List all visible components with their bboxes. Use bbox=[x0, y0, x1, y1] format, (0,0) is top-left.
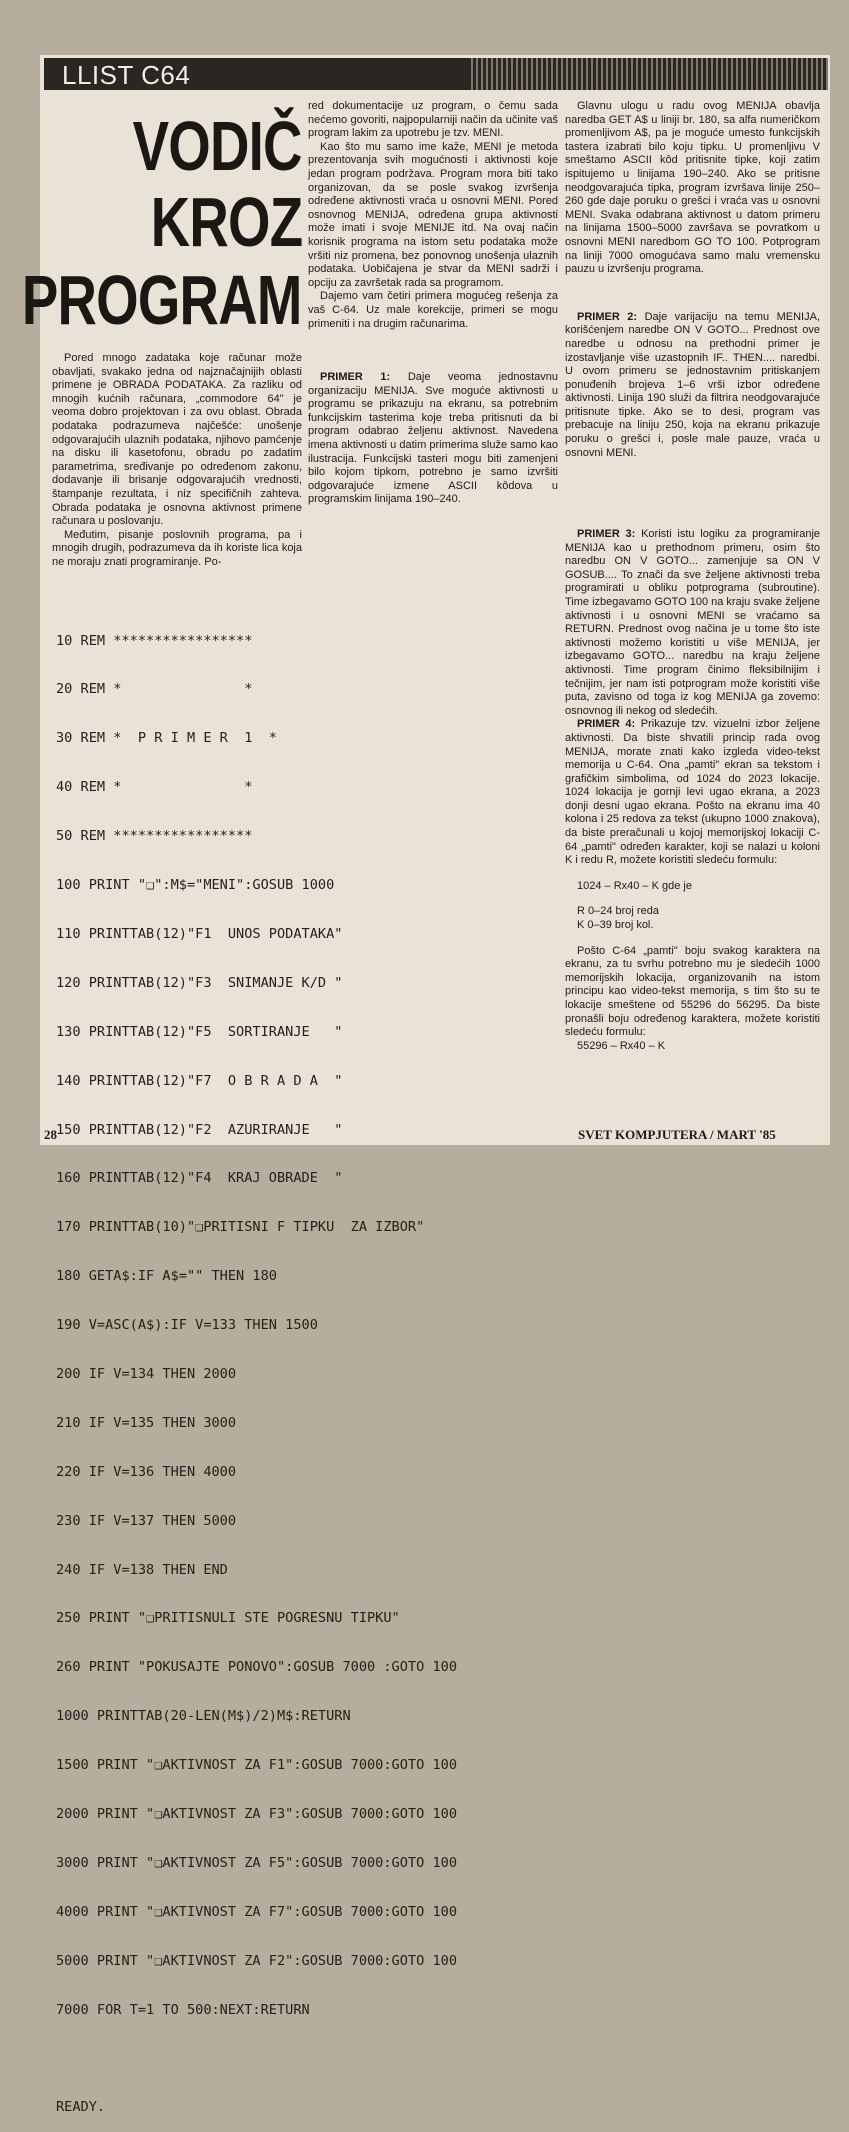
primer-1-label: PRIMER 1: bbox=[320, 371, 391, 384]
column-1 bbox=[52, 352, 302, 570]
listing-line: 230 IF V=137 THEN 5000 bbox=[56, 1512, 237, 1529]
formula-2: R 0–24 broj reda bbox=[577, 905, 659, 918]
listing-line: 150 PRINTTAB(12)"F2 AZURIRANJE " bbox=[56, 1121, 343, 1138]
listing-line: 40 REM * * bbox=[56, 779, 253, 796]
col3-paragraph-4 bbox=[565, 718, 820, 868]
listing-line: 140 PRINTTAB(12)"F7 O B R A D A " bbox=[56, 1072, 343, 1089]
primer-2-text: Daje varijaciju na temu MENIJA, korišćenjem naredbe ON V GOTO... Prednost ove naredbe u odnosu na prethodni primer je izostavljanje više uzastopnih IF.. THEN.... naredbi. U ovom primeru se jednostavnim pritiskanjem ponuđenih brojeva 1–6 vrši izbor određene aktivnosti. Linija 190 služi da filtrira neodgovarajuće pritisnute tipke. Ako se to desi, program vas prebacuje na liniju 250, koja na ekranu prikazuje poruku o grešci i, posle male pauze, vraća u osnovni MENI. bbox=[565, 310, 821, 459]
col3-paragraph-1: Glavnu ulogu u radu ovog MENIJA obavlja naredba GET A$ u liniji br. 180, sa alfa numeričkom promenljivom A$, pa je moguće umesto funkcijskih tastera izabrati bilo koju tipku. U promenljivu V smeštamo ASCII kôd pritisnite tipke, koji zatim ispitujemo u linijama 190–240. Ako se pritisne neodgovarajuća tipka, program izvršava linije 250–260 gde daje poruku o grešci i vraća vas u osnovni MENI. Svaka odabrana aktivnost u datom primeru na linijama 1500–5000 završava se povratkom u osnovni MENI naredbom GO TO 100. Potprogram na liniji 7000 omogućava samo malu vremensku pauzu u izvršenju programa. bbox=[565, 100, 820, 276]
basic-listing bbox=[56, 600, 566, 2132]
listing-line: 20 REM * * bbox=[56, 681, 253, 698]
listing-line: 1000 PRINTTAB(20-LEN(M$)/2)M$:RETURN bbox=[56, 1708, 351, 1725]
listing-line: 260 PRINT "POKUSAJTE PONOVO":GOSUB 7000 :GOTO 100 bbox=[56, 1659, 458, 1676]
spacer bbox=[565, 277, 820, 311]
column-3-bottom bbox=[565, 528, 820, 1053]
listing-line: 100 PRINT "❑":M$="MENI":GOSUB 1000 bbox=[56, 877, 335, 894]
listing-line: 220 IF V=136 THEN 4000 bbox=[56, 1463, 237, 1480]
listing-line: 4000 PRINT "❑AKTIVNOST ZA F7":GOSUB 7000:GOTO 100 bbox=[56, 1903, 458, 1920]
listing-line: 250 PRINT "❑PRITISNULI STE POGRESNU TIPKU" bbox=[56, 1610, 400, 1627]
listing-line: 30 REM * P R I M E R 1 * bbox=[56, 730, 277, 747]
listing-line: 180 GETA$:IF A$="" THEN 180 bbox=[56, 1268, 277, 1285]
spacer bbox=[565, 933, 820, 945]
listing-line: 1500 PRINT "❑AKTIVNOST ZA F1":GOSUB 7000:GOTO 100 bbox=[56, 1757, 458, 1774]
listing-line: 50 REM ***************** bbox=[56, 828, 253, 845]
listing-line: 120 PRINTTAB(12)"F3 SNIMANJE K/D " bbox=[56, 974, 343, 991]
page-number: 28 bbox=[44, 1127, 57, 1142]
formula-3: K 0–39 broj kol. bbox=[577, 919, 654, 932]
listing-ready: READY. bbox=[56, 2099, 106, 2116]
section-header bbox=[44, 58, 828, 90]
col2-paragraph-1: red dokumentacije uz program, o čemu sada nećemo govoriti, najpopularniji način da učinite vaš program lakim za upotrebu je tzv. MENI. bbox=[308, 100, 558, 140]
listing-line: 190 V=ASC(A$):IF V=133 THEN 1500 bbox=[56, 1317, 318, 1334]
primer-3-label: PRIMER 3: bbox=[577, 528, 636, 540]
listing-line: 240 IF V=138 THEN END bbox=[56, 1561, 228, 1578]
formula-4: 55296 – Rx40 – K bbox=[577, 1039, 666, 1052]
primer-1-text: Daje veoma jednostavnu organizaciju MENIJA. Sve moguće aktivnosti u programu se prikazuju na ekranu, sa potrebnim funkcijskim tasterima koje treba pritisnuti da bi program odabrao željenu aktivnost. Navedena imena aktivnosti u datim primerima služe samo kao ilustracija. Funkcijski tasteri mogu biti zamenjeni bilo kojom tipkom, potrebno je samo izvršiti odgovarajuće izmene ASCII kôdova u programskim linijama 190–240. bbox=[308, 371, 559, 506]
magazine-footer: SVET KOMPJUTERA / MART '85 bbox=[578, 1127, 776, 1142]
section-title: LLIST C64 bbox=[62, 60, 191, 90]
listing-line: 2000 PRINT "❑AKTIVNOST ZA F3":GOSUB 7000:GOTO 100 bbox=[56, 1805, 458, 1822]
col3-paragraph-5: Pošto C-64 „pamti" boju svakog karaktera na ekranu, za tu svrhu potrebno mu je sledećih 1000 memorijskih lokacija, organizovanih na istom principu kao video-tekst memorija, s tim što su te lokacije smeštene od 55296 do 56295. Da biste pronašli boju određenog karaktera, možete koristiti sledeću formulu: bbox=[565, 944, 820, 1039]
primer-4-text: Prikazuje tzv. vizuelni izbor željene aktivnosti. Da biste shvatili princip rada ovog MENIJA, morate znati kako izgleda video-tekst memorija u C-64. Ona „pamti" ekran sa tekstom i grafičkim simbolima, od 1024 do 2023 lokacije. 1024 lokacija je gornji levi ugao ekrana, a 2023 donji desni ugao ekrana. Pošto na ekranu ima 40 kolona i 25 redova za tekst (ukupno 1000 znakova), da biste preračunali u kojoj memorijskoj lokaciji C-64 „pamti" određen karakter, koji se nalazi u koloni K i redu R, možete koristiti sledeću formulu: bbox=[565, 718, 821, 867]
listing-line: 130 PRINTTAB(12)"F5 SORTIRANJE " bbox=[56, 1023, 343, 1040]
col2-paragraph-2: Kao što mu samo ime kaže, MENI je metoda prezentovanja svih mogućnosti i aktivnosti koje jedan program podržava. Program mora biti tako organizovan, da se posle svakog izvršenja određene aktivnosti vraća u osnovni MENI. Pored osnovnog MENIJA, određena grupa aktivnosti može imati i svoje MENIJE itd. Na ovaj način korisnik programa na istom setu podataka može vršiti niz promena, bez ponovnog unošenja ulaznih podataka. Uobičajena je stvar da MENI sadrži i opciju za završetak rada sa programom. bbox=[308, 140, 558, 289]
column-2 bbox=[308, 100, 558, 507]
listing-line: 3000 PRINT "❑AKTIVNOST ZA F5":GOSUB 7000:GOTO 100 bbox=[56, 1854, 458, 1871]
listing-line: 10 REM ***************** bbox=[56, 632, 253, 649]
col3-paragraph-2 bbox=[565, 311, 820, 461]
formula-1: 1024 – Rx40 – K gde je bbox=[577, 879, 692, 892]
listing-line bbox=[56, 2050, 566, 2066]
col2-paragraph-3: Dajemo vam četiri primera mogućeg rešenja za vaš C-64. Uz male korekcije, primeri se mogu primeniti i na drugim računarima. bbox=[308, 290, 558, 330]
col3-paragraph-3 bbox=[565, 528, 820, 718]
listing-line: 110 PRINTTAB(12)"F1 UNOS PODATAKA" bbox=[56, 925, 343, 942]
col1-paragraph-1: Pored mnogo zadataka koje računar može obavljati, svakako jedna od najznačajnijih oblasti primene je OBRADA PODATAKA. Za razliku od mnogih kućnih računara, „commodore 64" je veoma dobro projektovan i za ovu oblast. Obrada podataka podrazumeva najčešće: unošenje odgovarajućih ulaznih podataka, njihovo pamćenje na disku ili kasetofonu, obradu po zadatim parametrima, sređivanje po određenom zakonu, dodavanje ili brisanje odgovarajućih vrednosti, štampanje rezultata, i niz specifičnih zahteva. Obrada podataka je osnovna aktivnost primene računara u poslovanju. bbox=[52, 352, 302, 528]
col1-paragraph-2: Međutim, pisanje poslovnih programa, pa i mnogih drugih, podrazumeva da ih koriste lica koja ne moraju znati programiranje. Po- bbox=[52, 528, 302, 568]
listing-line: 7000 FOR T=1 TO 500:NEXT:RETURN bbox=[56, 2001, 310, 2018]
primer-3-text: Koristi istu logiku za programiranje MENIJA kao u prethodnom primeru, osim što naredbu ON V GOTO... zamenjuje sa ON V GOSUB.... To znači da sve željene aktivnosti treba programirati u obliku potprograma (subroutine). Time izbegavamo GOTO 100 na kraju svake željene aktivnosti i u osnovni MENI se vraćamo sa RETURN. Prednost ovog načina je u tome što iste aktivnosti možemo koristiti u više MENIJA, jer izbegavamo GOTO... naredbu na kraju željene aktivnosti. Time program činimo fleksibilnijim i tečnijim, jer nam isti potprogram može koristiti više puta, zavisno od toga iz kog MENIJA ga zovemo: osnovnog ili nekog od sledećih. bbox=[565, 528, 821, 717]
listing-line: 170 PRINTTAB(10)"❑PRITISNI F TIPKU ZA IZBOR" bbox=[56, 1219, 425, 1236]
title-line-1: VODIČ bbox=[132, 107, 302, 185]
title-line-3: PROGRAM bbox=[22, 261, 302, 339]
listing-line: 210 IF V=135 THEN 3000 bbox=[56, 1414, 237, 1431]
title-line-2: KROZ bbox=[150, 183, 302, 261]
col2-paragraph-4 bbox=[308, 371, 558, 507]
primer-2-label: PRIMER 2: bbox=[577, 310, 638, 323]
spacer bbox=[308, 331, 558, 371]
listing-line: 5000 PRINT "❑AKTIVNOST ZA F2":GOSUB 7000:GOTO 100 bbox=[56, 1952, 458, 1969]
listing-line: 160 PRINTTAB(12)"F4 KRAJ OBRADE " bbox=[56, 1170, 343, 1187]
header-pattern bbox=[468, 58, 828, 90]
primer-4-label: PRIMER 4: bbox=[577, 718, 636, 731]
spacer bbox=[565, 893, 820, 905]
listing-line: 200 IF V=134 THEN 2000 bbox=[56, 1365, 237, 1382]
spacer bbox=[565, 868, 820, 880]
article-title bbox=[22, 100, 302, 350]
column-3-top bbox=[565, 100, 820, 460]
